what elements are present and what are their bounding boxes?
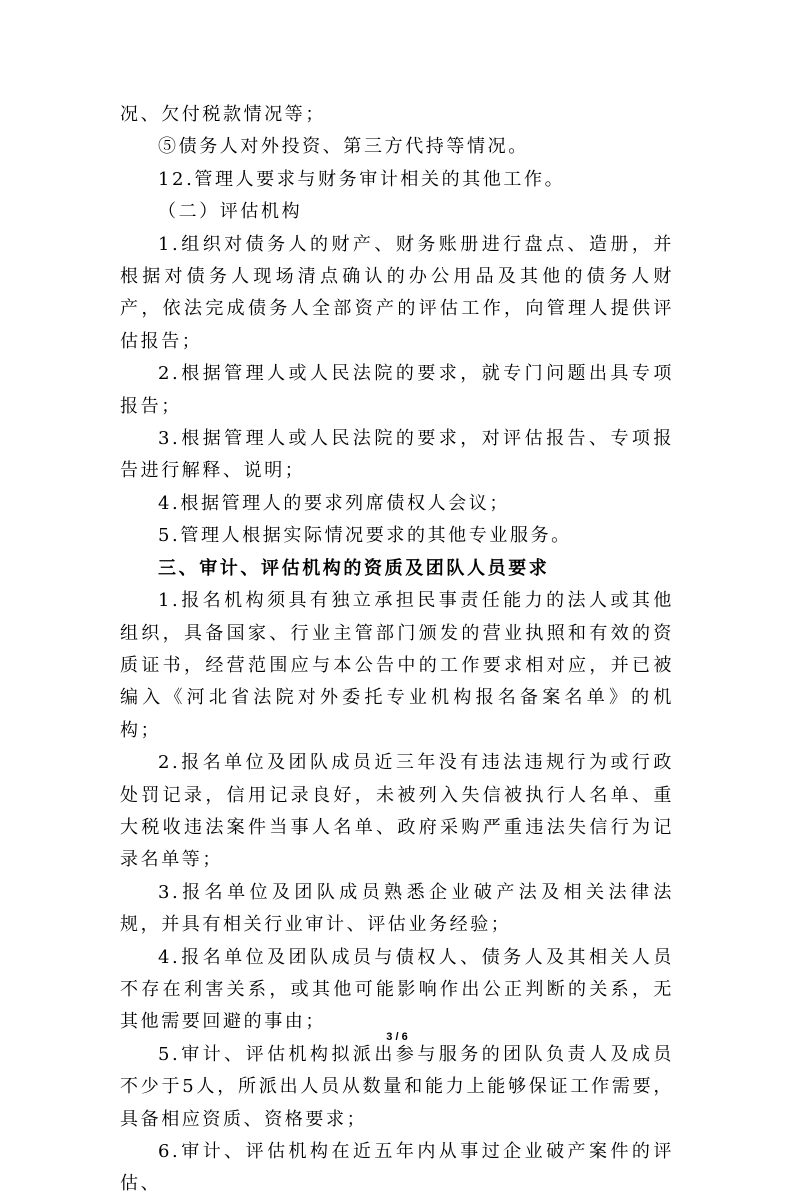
paragraph: 2.报名单位及团队成员近三年没有违法违规行为或行政处罚记录，信用记录良好，未被列入失信被执行人名单、重大税收违法案件当事人名单、政府采购严重违法失信行为记录名单等； [120,752,674,871]
paragraph: 5.审计、评估机构拟派出参与服务的团队负责人及成员不少于5人，所派出人员从数量和能力上能够保证工作需要，具备相应资质、资格要求； [120,1043,674,1130]
page-number: 3 / 6 [386,1031,408,1043]
paragraph: 4.根据管理人的要求列席债权人会议； [158,492,510,514]
paragraph: 1.组织对债务人的财产、财务账册进行盘点、造册，并根据对债务人现场清点确认的办公用品及其他的债务人财产，依法完成债务人全部资产的评估工作，向管理人提供评估报告； [120,233,674,352]
paragraph: 5.管理人根据实际情况要求的其他专业服务。 [158,525,572,547]
paragraph: 况、欠付税款情况等； [120,104,326,125]
subsection-heading: （二）评估机构 [158,201,303,223]
paragraph: 6.审计、评估机构在近五年内从事过企业破产案件的评估、 [120,1141,674,1195]
paragraph: 3.根据管理人或人民法院的要求，对评估报告、专项报告进行解释、说明； [120,428,674,482]
paragraph: 12.管理人要求与财务审计相关的其他工作。 [158,168,566,190]
section-heading: 三、审计、评估机构的资质及团队人员要求 [158,557,550,579]
paragraph: 3.报名单位及团队成员熟悉企业破产法及相关法律法规，并具有相关行业审计、评估业务经验； [120,881,674,936]
paragraph: 2.根据管理人或人民法院的要求，就专门问题出具专项报告； [120,363,674,417]
paragraph: 1.报名机构须具有独立承担民事责任能力的法人或其他组织，具备国家、行业主管部门颁发的营业执照和有效的资质证书，经营范围应与本公告中的工作要求相对应，并已被编入《河北省法院对外委托专业机构报名备案名单》的机构； [120,590,674,741]
paragraph: 4.报名单位及团队成员与债权人、债务人及其相关人员不存在利害关系，或其他可能影响作出公正判断的关系，无其他需要回避的事由； [120,946,674,1033]
paragraph: ⑤债务人对外投资、第三方代持等情况。 [158,136,529,158]
